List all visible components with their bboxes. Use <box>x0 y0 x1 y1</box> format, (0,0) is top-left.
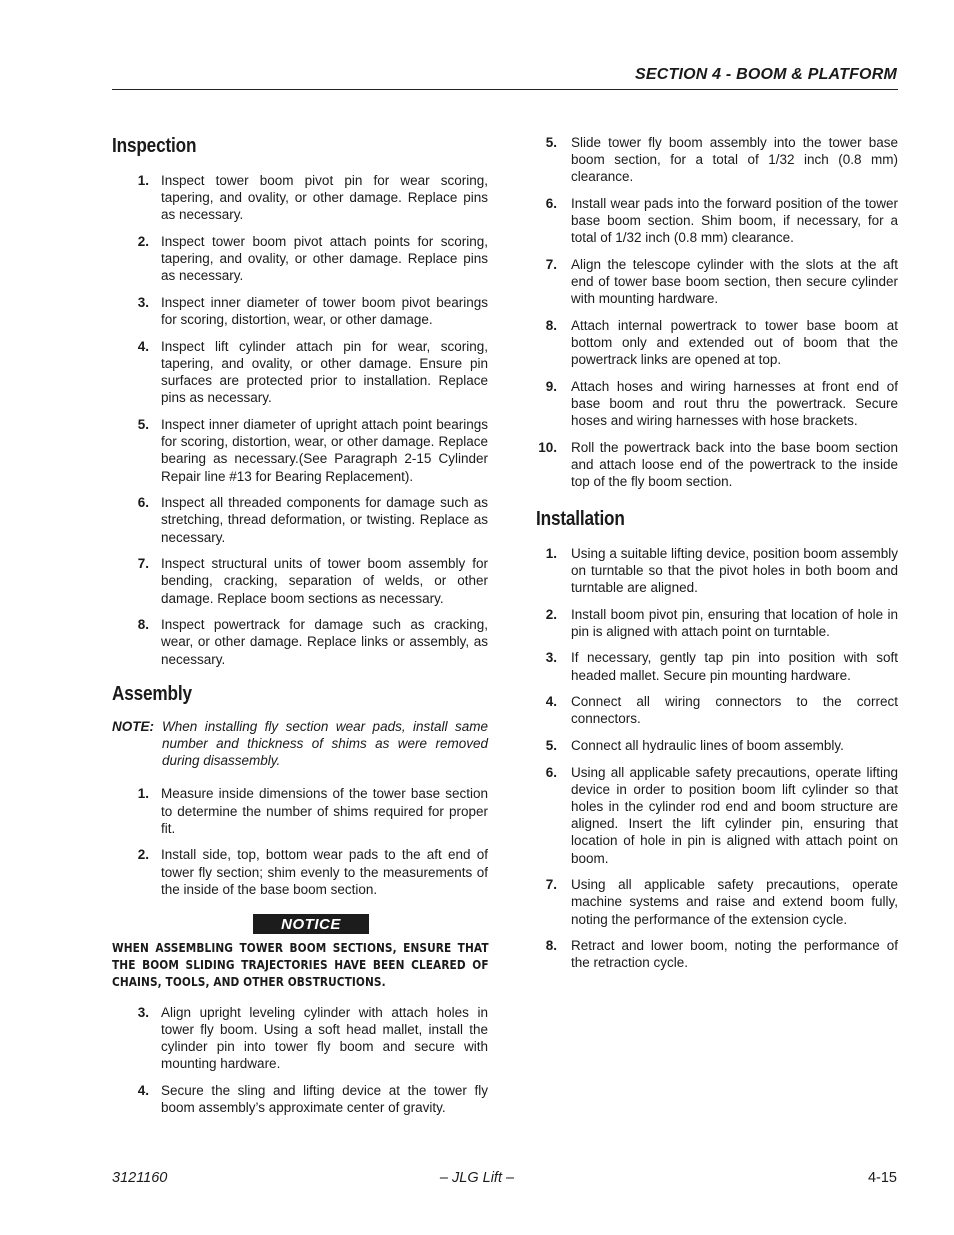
list-item <box>536 876 898 928</box>
step-text: Inspect all threaded components for damage such as stretching, thread deformation, or twisting. Replace as necessary. <box>161 495 488 545</box>
step-number: 1. <box>545 545 557 561</box>
step-text: Using a suitable lifting device, position boom assembly on turntable so that the pivot holes in both boom and turntable are aligned. <box>571 545 898 596</box>
step-number: 7. <box>545 257 557 272</box>
list-item <box>536 649 898 683</box>
notice-label: NOTICE <box>253 914 369 934</box>
step-text: Inspect structural units of tower boom assembly for bending, cracking, separation of welds, or other damage. Replace boom sections as necessary. <box>161 556 488 606</box>
step-number: 10. <box>538 440 557 455</box>
list-item <box>536 737 898 754</box>
step-number: 8. <box>545 938 557 954</box>
step-number: 1. <box>137 173 149 188</box>
step-text: Inspect tower boom pivot pin for wear scoring, tapering, and ovality, or other damage. Replace pins as necessary. <box>161 173 488 223</box>
step-number: 4. <box>545 694 557 710</box>
step-number: 1. <box>137 786 149 802</box>
step-text: Measure inside dimensions of the tower base section to determine the number of shims required for proper fit. <box>161 786 488 836</box>
step-number: 6. <box>545 764 557 780</box>
assembly-heading: Assembly <box>112 682 192 705</box>
step-number: 7. <box>545 877 557 893</box>
footer-publisher: – JLG Lift – <box>439 1170 515 1186</box>
list-item <box>536 693 898 727</box>
step-number: 8. <box>545 318 557 333</box>
assembly-note <box>112 718 488 770</box>
step-number: 6. <box>545 196 557 211</box>
step-number: 2. <box>545 606 557 622</box>
inspection-heading: Inspection <box>112 135 197 157</box>
step-text: Align upright leveling cylinder with attach holes in tower fly boom. Using a soft head mallet, install the cylinder pin into tower fly boom and secure with mounting hardware. <box>161 1004 488 1072</box>
list-item <box>112 294 488 328</box>
list-item <box>112 338 488 407</box>
list-item <box>112 785 488 837</box>
note-label: NOTE: <box>112 718 154 734</box>
list-item <box>536 764 898 867</box>
list-item <box>536 378 898 430</box>
step-text: Inspect tower boom pivot attach points for scoring, tapering, and ovality, or other damage. Replace pins as necessary. <box>161 234 488 284</box>
step-number: 4. <box>137 338 149 354</box>
step-number: 8. <box>137 617 149 633</box>
step-number: 2. <box>137 847 149 863</box>
header-rule <box>112 89 898 90</box>
step-text: Connect all hydraulic lines of boom assembly. <box>571 738 844 753</box>
installation-steps <box>536 545 898 972</box>
step-text: Using all applicable safety precautions, operate lifting device in order to position boom lift cylinder so that holes in the cylinder rod end and boom structure are aligned. Insert the lift cylinder pin, ensuring that location of hole in pin is aligned with attach point on boom. <box>571 764 898 866</box>
step-text: Connect all wiring connectors to the correct connectors. <box>571 694 898 727</box>
assembly-steps-c <box>536 134 898 491</box>
list-item <box>112 616 488 668</box>
list-item <box>536 317 898 369</box>
step-number: 9. <box>545 379 557 394</box>
assembly-steps-b <box>112 1004 488 1117</box>
list-item <box>112 555 488 607</box>
list-item <box>112 1082 488 1116</box>
list-item <box>112 494 488 546</box>
step-number: 3. <box>137 1004 149 1020</box>
left-column <box>112 134 488 1126</box>
inspection-steps <box>112 172 488 668</box>
step-text: Using all applicable safety precautions, operate machine systems and raise and extend boom fully, noting the performance of the extension cycle. <box>571 877 898 927</box>
list-item <box>536 134 898 186</box>
section-header-title: SECTION 4 - BOOM & PLATFORM <box>635 66 897 83</box>
list-item <box>536 545 898 597</box>
step-number: 3. <box>545 650 557 666</box>
list-item <box>536 439 898 491</box>
installation-heading: Installation <box>536 507 625 530</box>
step-text: Secure the sling and lifting device at the tower fly boom assembly’s approximate center of gravity. <box>161 1082 488 1116</box>
note-text: When installing fly section wear pads, install same number and thickness of shims as were removed during disassembly. <box>162 718 488 769</box>
list-item <box>112 1004 488 1073</box>
step-text: Attach hoses and wiring harnesses at front end of base boom and rout thru the powertrack. Secure hoses and wiring harnesses with hose brackets. <box>571 379 898 429</box>
list-item <box>536 606 898 640</box>
step-text: Install wear pads into the forward position of the tower base boom section. Shim boom, if necessary, for a total of 1/32 inch (0.8 mm) clearance. <box>571 196 898 246</box>
step-text: Inspect inner diameter of upright attach point bearings for scoring, distortion, wear, or other damage. Replace bearing as necessary.(See Paragraph 2-15 Cylinder Repair line #13 for Bearing Replacement). <box>161 417 488 484</box>
step-number: 5. <box>137 417 149 432</box>
step-text: Install side, top, bottom wear pads to the aft end of tower fly section; shim evenly to the measurements of the inside of the base boom section. <box>161 847 488 897</box>
list-item <box>536 195 898 247</box>
step-text: Inspect lift cylinder attach pin for wear, scoring, tapering, and ovality, or other damage. Ensure pin surfaces are protected prior to installation. Replace pins as necessary. <box>161 338 488 406</box>
right-column <box>536 134 898 981</box>
list-item <box>536 937 898 971</box>
step-text: Align the telescope cylinder with the slots at the aft end of tower base boom section, then secure cylinder with mounting hardware. <box>571 257 898 307</box>
list-item <box>112 233 488 285</box>
step-text: Inspect powertrack for damage such as cracking, wear, or other damage. Replace links or assembly, as necessary. <box>161 617 488 667</box>
step-text: Retract and lower boom, noting the performance of the retraction cycle. <box>571 938 898 971</box>
assembly-steps-a <box>112 785 488 898</box>
step-text: Install boom pivot pin, ensuring that location of hole in pin is aligned with attach point on turntable. <box>571 606 898 639</box>
notice-block <box>112 914 488 992</box>
step-number: 5. <box>545 135 557 150</box>
footer-doc-number: 3121160 <box>112 1170 168 1186</box>
step-text: Roll the powertrack back into the base boom section and attach loose end of the powertrack to the inside top of the fly boom section. <box>571 440 898 490</box>
step-number: 5. <box>545 738 557 753</box>
list-item <box>112 416 488 485</box>
step-text: Attach internal powertrack to tower base boom at bottom only and extended out of boom that the powertrack links are opened at top. <box>571 318 898 368</box>
footer-page-number: 4-15 <box>867 1170 897 1186</box>
step-text: Slide tower fly boom assembly into the tower base boom section, for a total of 1/32 inch (0.8 mm) clearance. <box>571 135 898 185</box>
step-number: 3. <box>137 295 149 310</box>
step-number: 7. <box>137 556 149 572</box>
notice-text: WHEN ASSEMBLING TOWER BOOM SECTIONS, ENSURE THAT THE BOOM SLIDING TRAJECTORIES HAVE BEEN CLEARED OF CHAINS, TOOLS, AND OTHER OBSTRUCTIONS. <box>112 941 489 990</box>
step-text: Inspect inner diameter of tower boom pivot bearings for scoring, distortion, wear, or other damage. <box>161 295 488 328</box>
step-number: 6. <box>137 495 149 511</box>
list-item <box>112 846 488 898</box>
step-number: 2. <box>137 234 149 249</box>
list-item <box>112 172 488 224</box>
step-text: If necessary, gently tap pin into position with soft headed mallet. Secure pin mounting hardware. <box>571 650 898 683</box>
step-number: 4. <box>137 1082 149 1098</box>
list-item <box>536 256 898 308</box>
